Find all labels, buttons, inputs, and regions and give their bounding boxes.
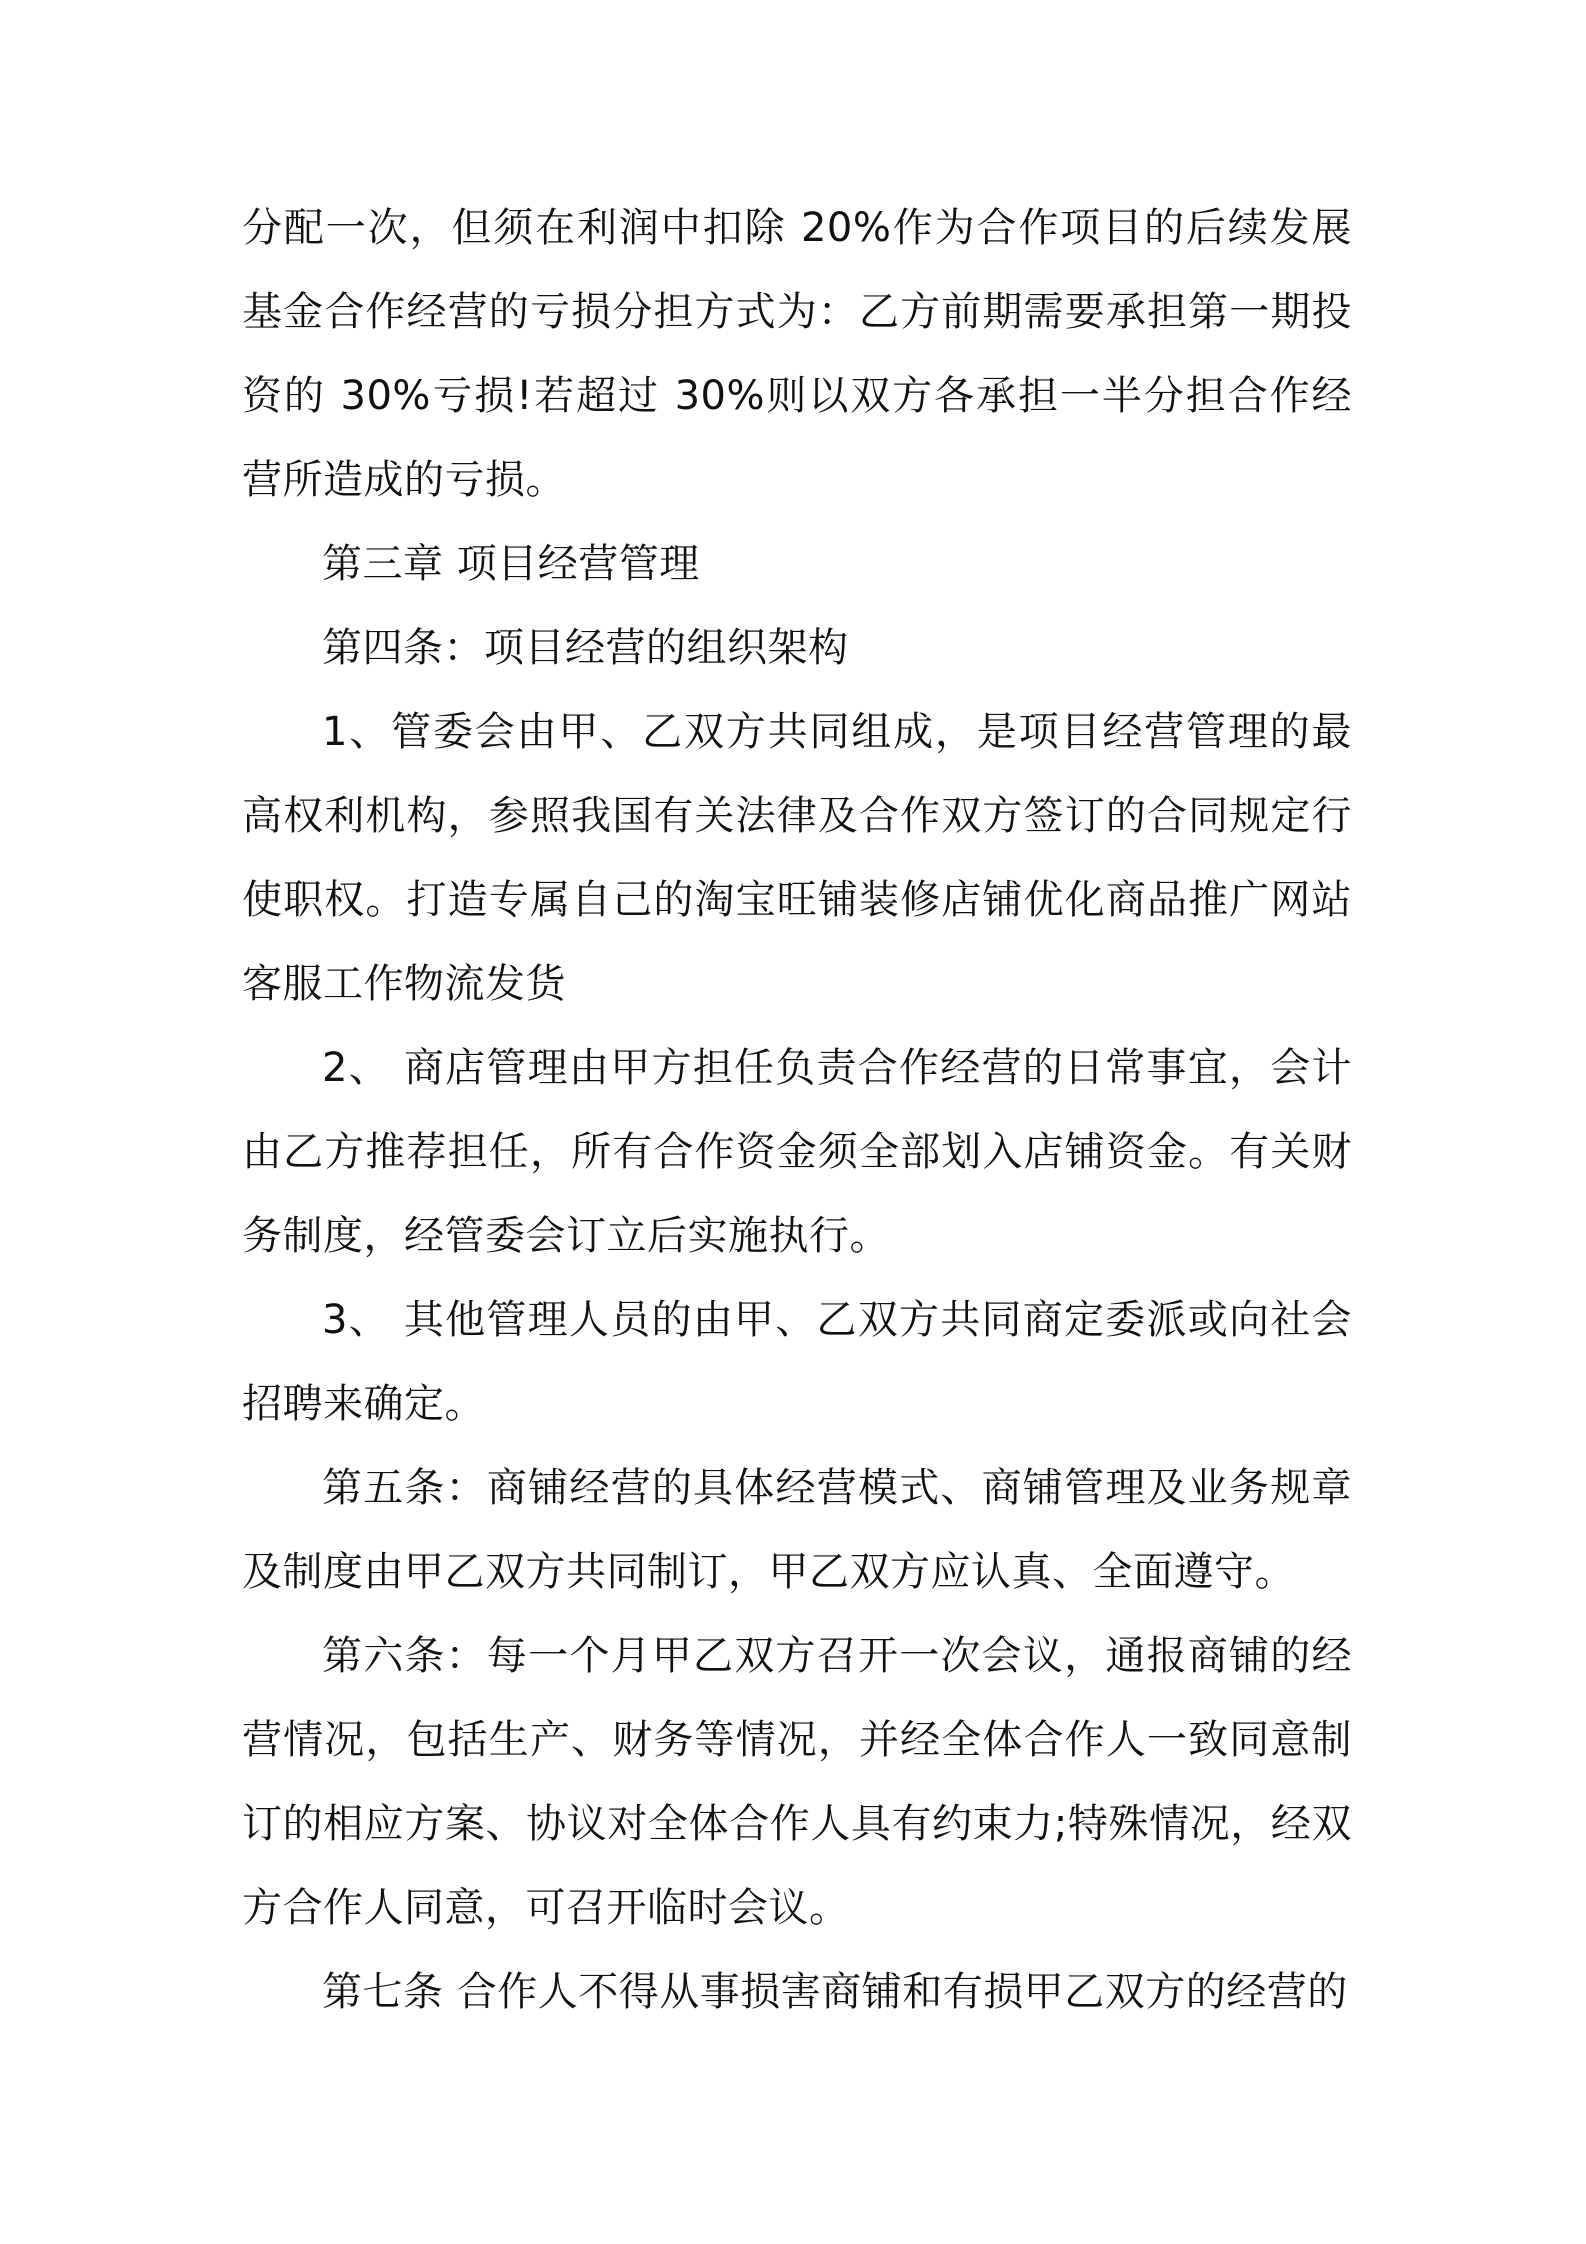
article-6: 第六条：每一个月甲乙双方召开一次会议，通报商铺的经营情况，包括生产、财务等情况，并经全体合作人一致同意制订的相应方案、协议对全体合作人具有约束力;特殊情况，经双方合作人同意，可召开临时会议。 xyxy=(242,1633,1352,1931)
list-item-3: 3、 其他管理人员的由甲、乙双方共同商定委派或向社会招聘来确定。 xyxy=(242,1297,1352,1427)
list-item-2: 2、 商店管理由甲方担任负责合作经营的日常事宜，会计由乙方推荐担任，所有合作资金须全部划入店铺资金。有关财务制度，经管委会订立后实施执行。 xyxy=(242,1045,1352,1259)
paragraph-profit-distribution: 分配一次，但须在利润中扣除 20%作为合作项目的后续发展基金合作经营的亏损分担方式为：乙方前期需要承担第一期投资的 30%亏损!若超过 30%则以双方各承担一半分担合作经营所造成的亏损。 xyxy=(242,205,1352,503)
article-5: 第五条：商铺经营的具体经营模式、商铺管理及业务规章及制度由甲乙双方共同制订，甲乙双方应认真、全面遵守。 xyxy=(242,1465,1352,1595)
chapter-heading: 第三章 项目经营管理 xyxy=(322,541,700,587)
article-7: 第七条 合作人不得从事损害商铺和有损甲乙双方的经营的 xyxy=(322,1969,1348,2015)
document-body xyxy=(242,186,1352,2034)
list-item-1: 1、管委会由甲、乙双方共同组成，是项目经营管理的最高权利机构，参照我国有关法律及合作双方签订的合同规定行使职权。打造专属自己的淘宝旺铺装修店铺优化商品推广网站客服工作物流发货 xyxy=(242,709,1352,1007)
article-4-heading: 第四条：项目经营的组织架构 xyxy=(322,625,849,671)
